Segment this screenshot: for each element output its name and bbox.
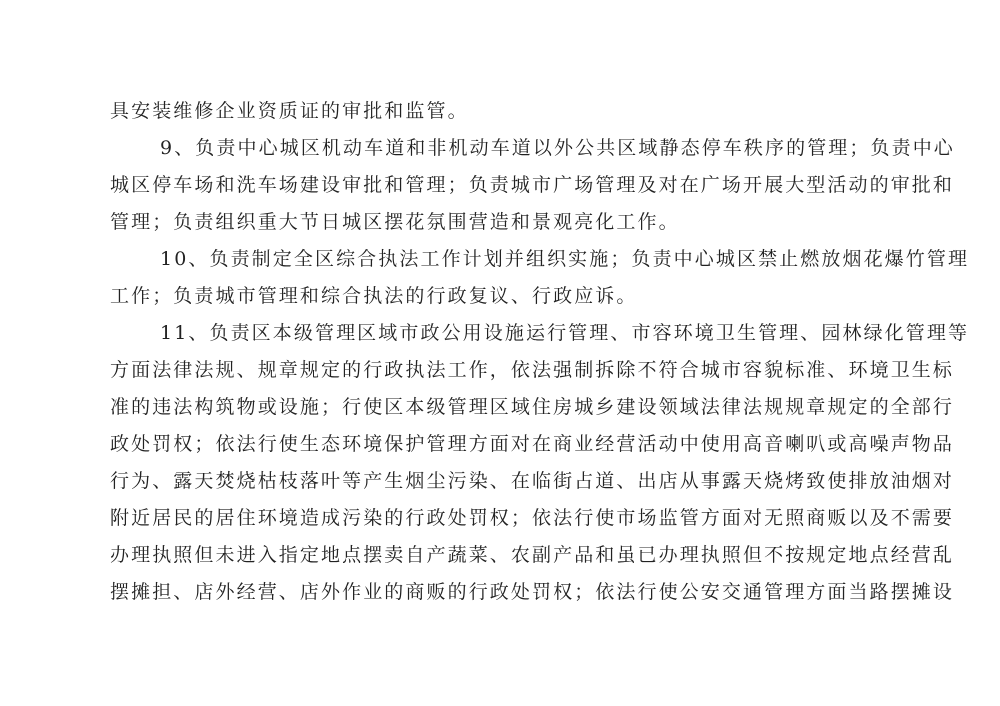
paragraph-9-line-2: 城区停车场和洗车场建设审批和管理；负责城市广场管理及对在广场开展大型活动的审批和 xyxy=(110,174,955,196)
paragraph-11-line-1: 11、负责区本级管理区域市政公用设施运行管理、市容环境卫生管理、园林绿化管理等 xyxy=(160,322,970,344)
paragraph-10-line-2: 工作；负责城市管理和综合执法的行政复议、行政应诉。 xyxy=(110,285,638,307)
text-line: 具安装维修企业资质证的审批和监管。 xyxy=(110,100,469,122)
paragraph-11-line-4: 政处罚权；依法行使生态环境保护管理方面对在商业经营活动中使用高音喇叭或高噪声物品 xyxy=(110,433,955,455)
paragraph-11-line-8: 摆摊担、店外经营、店外作业的商贩的行政处罚权；依法行使公安交通管理方面当路摆摊设 xyxy=(110,581,955,603)
paragraph-11-line-3: 准的违法构筑物或设施；行使区本级管理区域住房城乡建设领域法律法规规章规定的全部行 xyxy=(110,396,955,418)
paragraph-10-line-1: 10、负责制定全区综合执法工作计划并组织实施；负责中心城区禁止燃放烟花爆竹管理 xyxy=(160,248,970,270)
paragraph-11-line-6: 附近居民的居住环境造成污染的行政处罚权；依法行使市场监管方面对无照商贩以及不需要 xyxy=(110,507,955,529)
paragraph-11-line-5: 行为、露天焚烧枯枝落叶等产生烟尘污染、在临街占道、出店从事露天烧烤致使排放油烟对 xyxy=(110,470,955,492)
paragraph-11-line-7: 办理执照但未进入指定地点摆卖自产蔬菜、农副产品和虽已办理执照但不按规定地点经营乱 xyxy=(110,544,955,566)
paragraph-11-line-2: 方面法律法规、规章规定的行政执法工作，依法强制拆除不符合城市容貌标准、环境卫生标 xyxy=(110,359,955,381)
paragraph-9-line-3: 管理；负责组织重大节日城区摆花氛围营造和景观亮化工作。 xyxy=(110,211,680,233)
paragraph-9-line-1: 9、负责中心城区机动车道和非机动车道以外公共区域静态停车秩序的管理；负责中心 xyxy=(160,137,955,159)
